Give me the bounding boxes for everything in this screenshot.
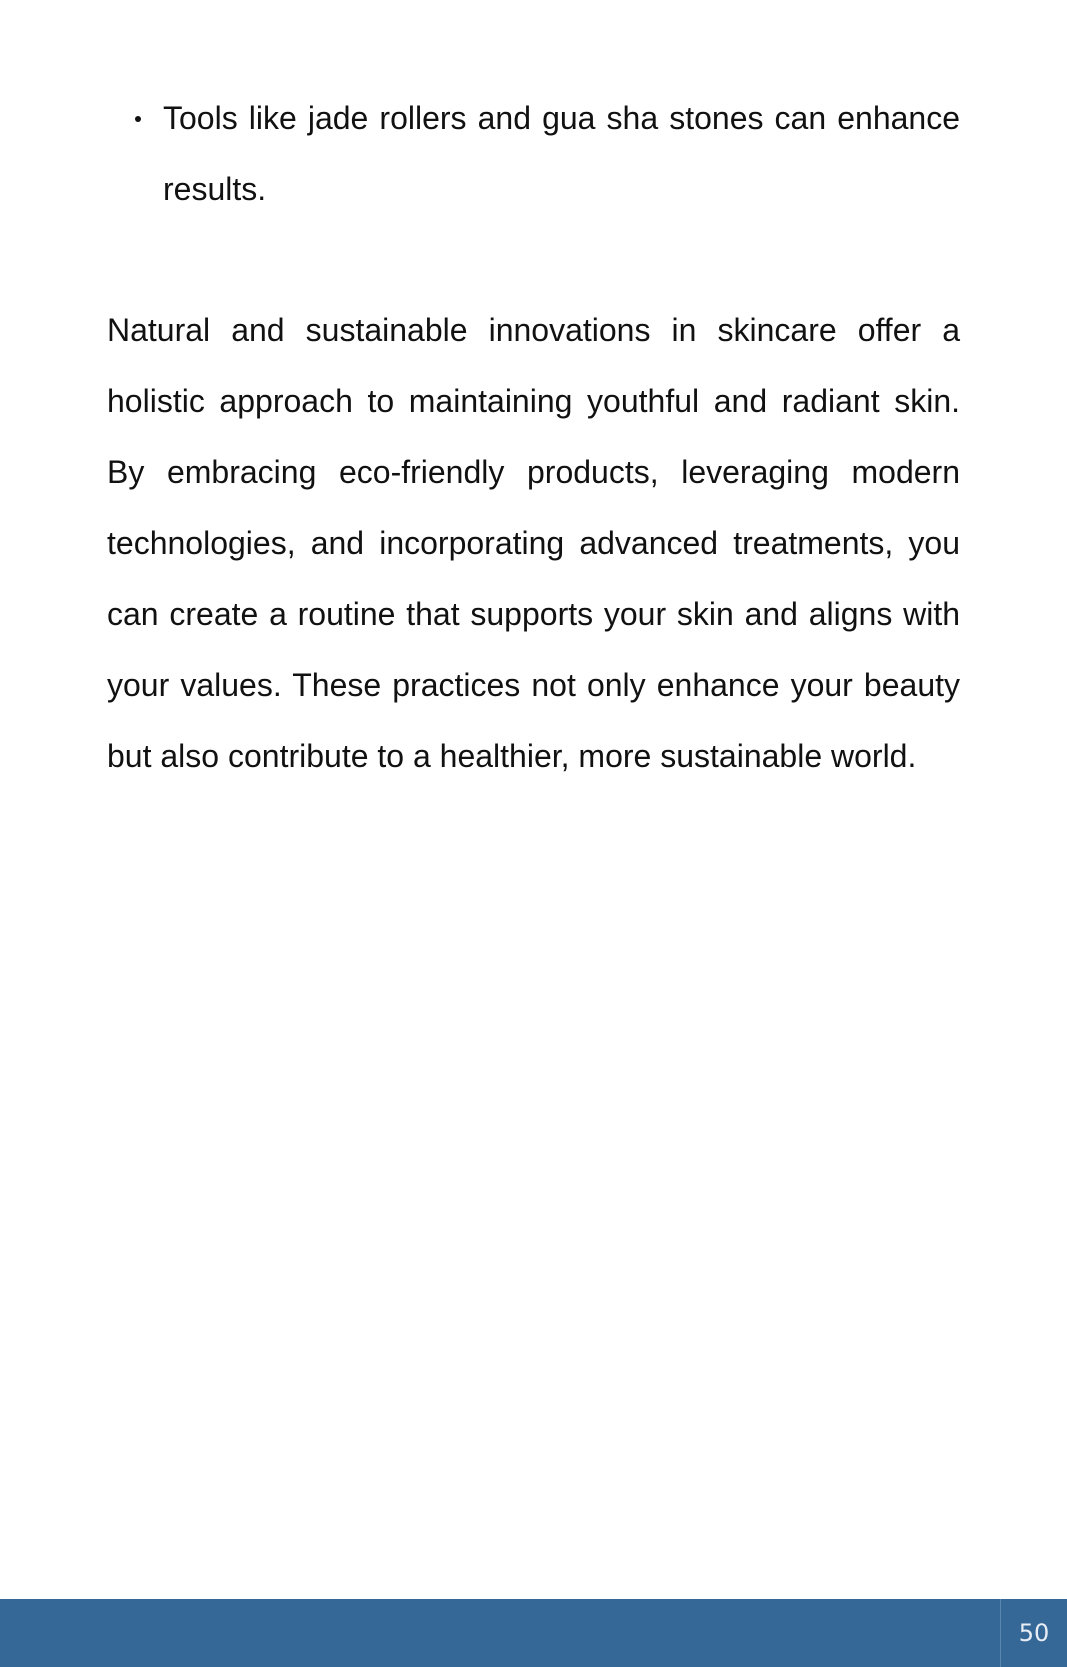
page-number — [1000, 1599, 1067, 1667]
bullet-list — [107, 83, 960, 225]
list-item — [107, 83, 960, 225]
bullet-text: Tools like jade rollers and gua sha stones can enhance results. — [163, 100, 960, 207]
page-content — [107, 83, 960, 792]
footer-bar — [0, 1599, 1067, 1667]
body-paragraph: Natural and sustainable innovations in skincare offer a holistic approach to maintaining youthful and radiant skin. By embracing eco-friendly products, leveraging modern technologies, and incorporating advanced treatments, you can create a routine that supports your skin and aligns with your values. These practices not only enhance your beauty but also contribute to a healthier, more sustainable world. — [107, 312, 960, 774]
page-number-text: 50 — [1018, 1619, 1050, 1647]
bullet-icon — [135, 116, 141, 122]
